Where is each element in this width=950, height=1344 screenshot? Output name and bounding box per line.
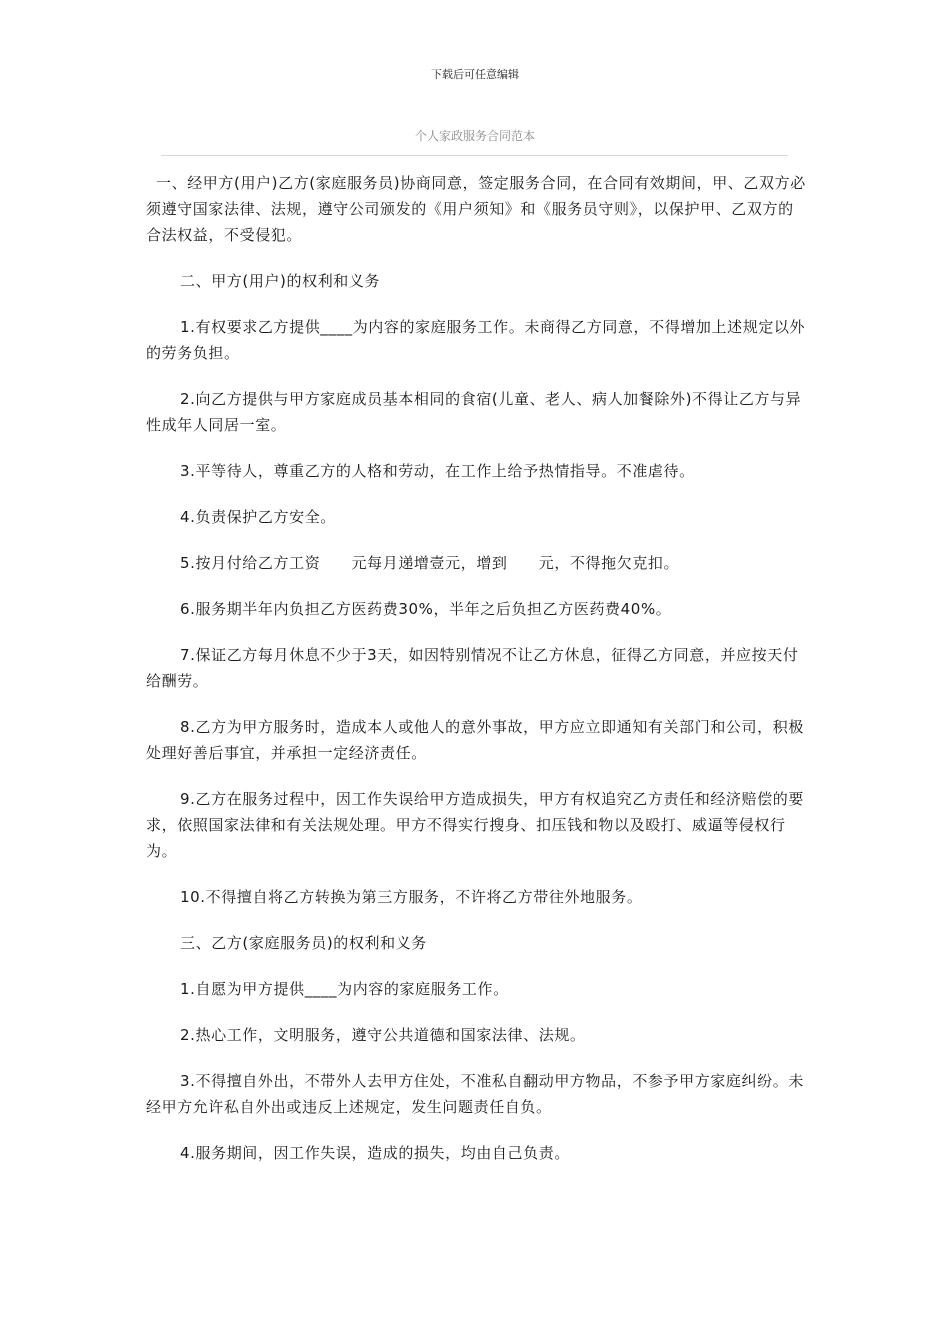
party-a-clause-7: 7.保证乙方每月休息不少于3天，如因特别情况不让乙方休息，征得乙方同意，并应按天付给酬劳。	[146, 646, 799, 690]
document-body	[146, 170, 808, 1166]
party-a-clause-6: 6.服务期半年内负担乙方医药费30%，半年之后负担乙方医药费40%。	[180, 600, 672, 618]
document-title: 个人家政服务合同范本	[414, 129, 535, 143]
party-a-clause-5: 5.按月付给乙方工资 元每月递增壹元，增到 元，不得拖欠克扣。	[180, 554, 680, 572]
title-divider	[161, 155, 788, 156]
party-a-clause-10: 10.不得擅自将乙方转换为第三方服务，不许将乙方带往外地服务。	[180, 888, 643, 906]
party-b-clause-1: 1.自愿为甲方提供____为内容的家庭服务工作。	[180, 980, 509, 998]
party-a-clause-4: 4.负责保护乙方安全。	[180, 508, 336, 526]
party-b-clause-3: 3.不得擅自外出，不带外人去甲方住处，不准私自翻动甲方物品，不参予甲方家庭纠纷。未经甲方允许私自外出或违反上述规定，发生问题责任自负。	[146, 1072, 804, 1116]
section-heading-party-a: 二、甲方(用户)的权利和义务	[180, 272, 381, 290]
section-heading-party-b: 三、乙方(家庭服务员)的权利和义务	[180, 934, 427, 952]
clause-intro: 一、经甲方(用户)乙方(家庭服务员)协商同意，签定服务合同，在合同有效期间，甲、乙双方必须遵守国家法律、法规，遵守公司颁发的《用户须知》和《服务员守则》，以保护甲、乙双方的合法权益，不受侵犯。	[146, 174, 806, 244]
party-a-clause-2: 2.向乙方提供与甲方家庭成员基本相同的食宿(儿童、老人、病人加餐除外)不得让乙方与异性成年人同居一室。	[146, 390, 802, 434]
party-a-clause-9: 9.乙方在服务过程中，因工作失误给甲方造成损失，甲方有权追究乙方责任和经济赔偿的要求，依照国家法律和有关法规处理。甲方不得实行搜身、扣压钱和物以及殴打、威逼等侵权行为。	[146, 790, 804, 860]
party-a-clause-8: 8.乙方为甲方服务时，造成本人或他人的意外事故，甲方应立即通知有关部门和公司，积极处理好善后事宜，并承担一定经济责任。	[146, 718, 804, 762]
party-a-clause-3: 3.平等待人，尊重乙方的人格和劳动，在工作上给予热情指导。不准虐待。	[180, 462, 695, 480]
party-b-clause-2: 2.热心工作，文明服务，遵守公共道德和国家法律、法规。	[180, 1026, 586, 1044]
party-a-clause-1: 1.有权要求乙方提供____为内容的家庭服务工作。未商得乙方同意，不得增加上述规定以外的劳务负担。	[146, 318, 806, 362]
party-b-clause-4: 4.服务期间，因工作失误，造成的损失，均由自己负责。	[180, 1144, 570, 1162]
download-note: 下载后可任意编辑	[431, 68, 519, 81]
